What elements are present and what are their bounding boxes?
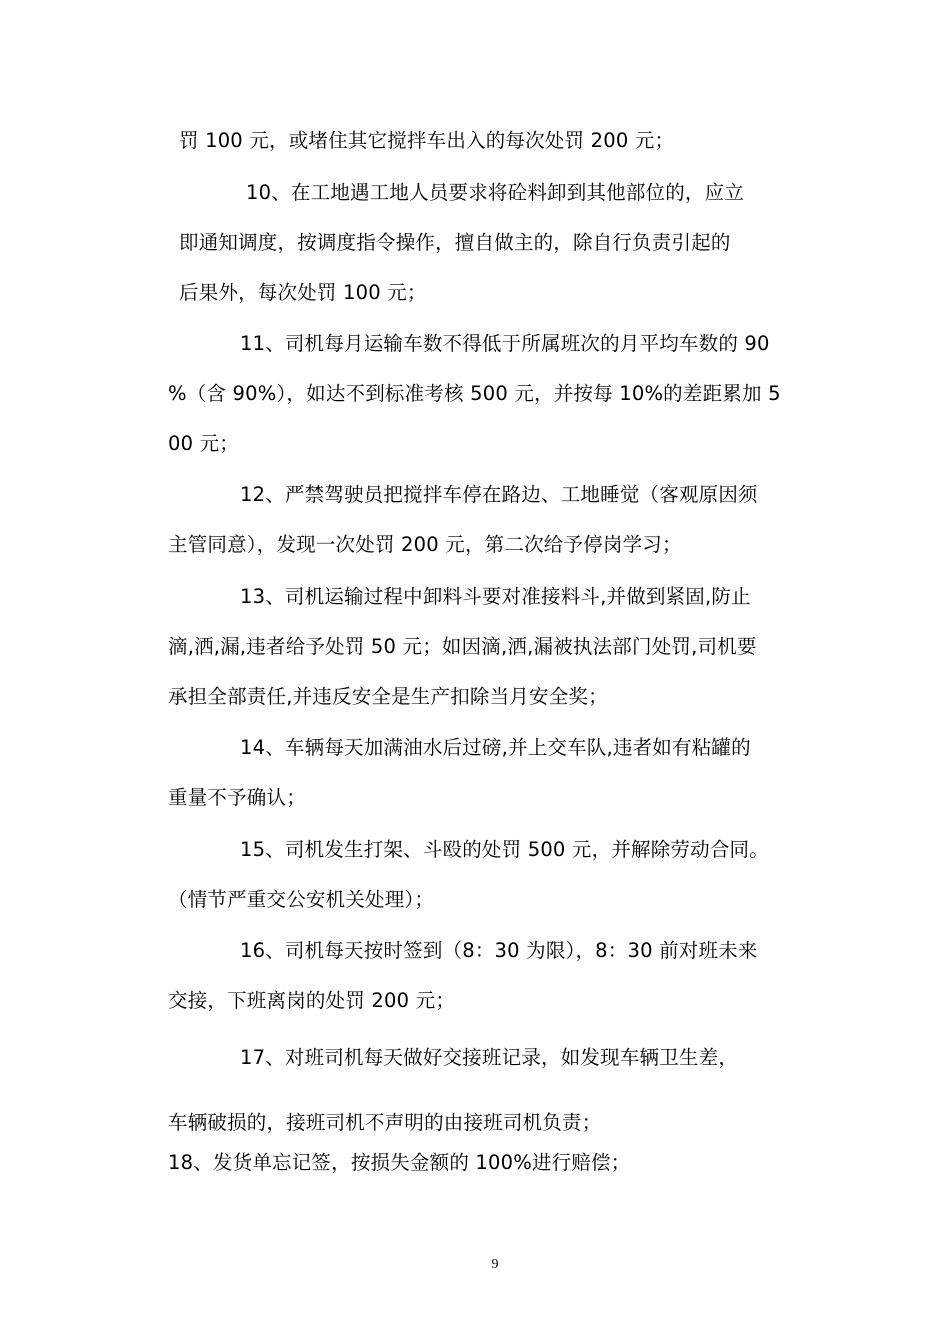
- text-line: 后果外，每次处罚 100 元；: [179, 281, 427, 304]
- text-line: 18、发货单忘记签，按损失金额的 100%进行赔偿；: [168, 1151, 631, 1174]
- text-line: 主管同意），发现一次处罚 200 元，第二次给予停岗学习；: [168, 533, 682, 556]
- text-line: 13、司机运输过程中卸料斗要对准接料斗,并做到紧固,防止: [240, 585, 751, 608]
- text-line: 10、在工地遇工地人员要求将砼料卸到其他部位的，应立: [246, 181, 745, 204]
- text-line: 罚 100 元，或堵住其它搅拌车出入的每次处罚 200 元；: [179, 129, 675, 152]
- text-line: 交接，下班离岗的处罚 200 元；: [168, 989, 456, 1012]
- text-line: （情节严重交公安机关处理）；: [168, 888, 435, 911]
- text-line: 即通知调度，按调度指令操作，擅自做主的，除自行负责引起的: [179, 231, 731, 254]
- text-line: 滴,洒,漏,违者给予处罚 50 元；如因滴,洒,漏被执法部门处罚,司机要: [168, 635, 757, 658]
- text-line: 重量不予确认；: [168, 786, 306, 809]
- text-line: 00 元；: [168, 432, 240, 455]
- text-line: %（含 90%），如达不到标准考核 500 元，并按每 10%的差距累加 5: [168, 382, 781, 405]
- text-line: 14、车辆每天加满油水后过磅,并上交车队,违者如有粘罐的: [240, 736, 751, 759]
- text-line: 车辆破损的，接班司机不声明的由接班司机负责；: [168, 1111, 602, 1134]
- page-number: 9: [491, 1257, 499, 1272]
- text-line: 11、司机每月运输车数不得低于所属班次的月平均车数的 90: [240, 332, 770, 355]
- text-line: 12、严禁驾驶员把搅拌车停在路边、工地睡觉（客观原因须: [240, 483, 758, 506]
- text-line: 16、司机每天按时签到（8：30 为限），8：30 前对班未来: [240, 939, 758, 962]
- text-line: 17、对班司机每天做好交接班记录，如发现车辆卫生差，: [240, 1046, 739, 1069]
- text-line: 15、司机发生打架、斗殴的处罚 500 元，并解除劳动合同。: [240, 838, 769, 861]
- text-line: 承担全部责任,并违反安全是生产扣除当月安全奖；: [168, 685, 608, 708]
